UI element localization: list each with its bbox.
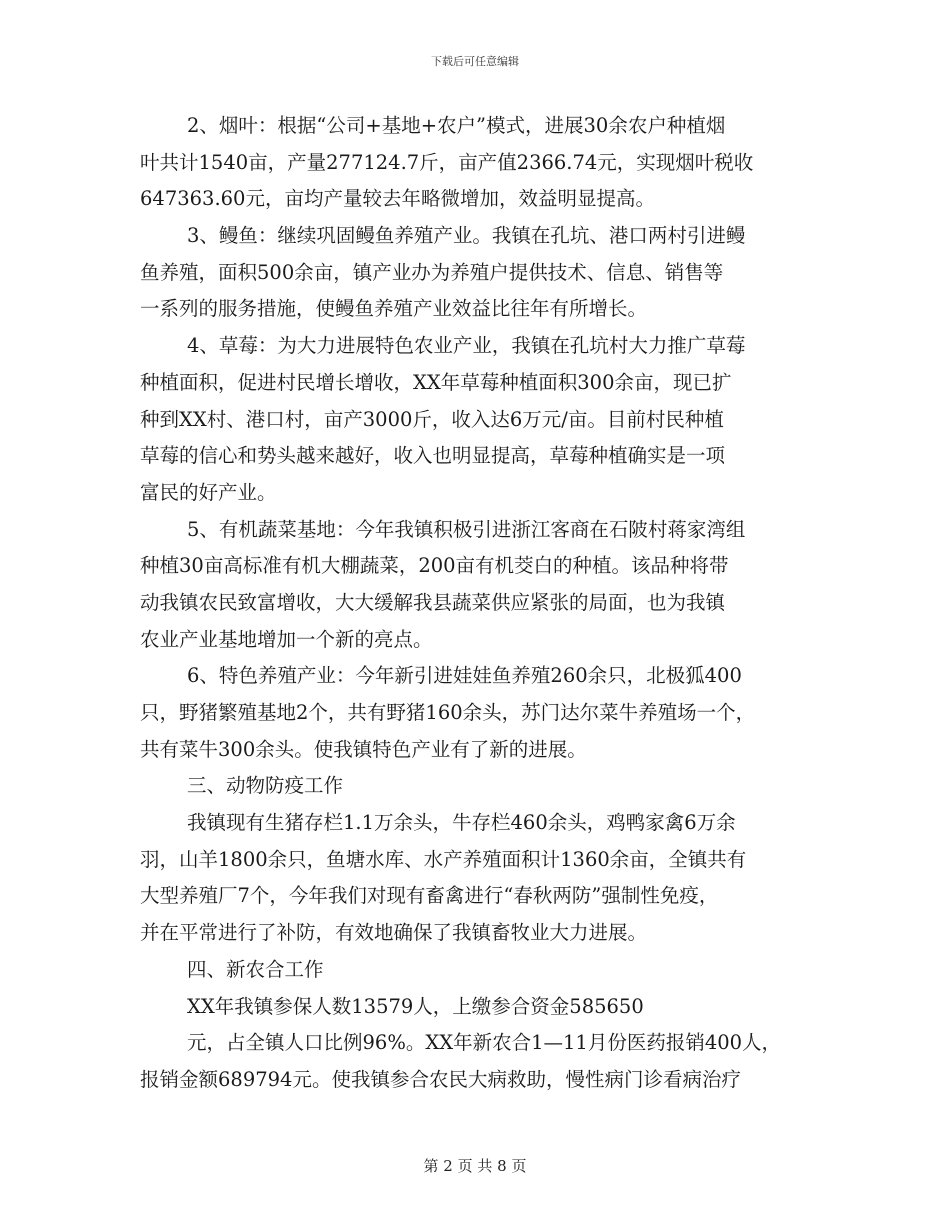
text-line: 报销金额689794元。使我镇参合农民大病救助，慢性病门诊看病治疗 <box>140 1067 741 1091</box>
text-line: 四、新农合工作 <box>187 957 324 981</box>
text-line: 4、草莓：为大力进展特色农业产业，我镇在孔坑村大力推广草莓 <box>187 334 746 358</box>
text-line: 只，野猪繁殖基地2个，共有野猪160余头，苏门达尔菜牛养殖场一个， <box>140 701 756 724</box>
text-line: 元，占全镇人口比例96%。XX年新农合1—11月份医药报销400人， <box>187 1031 782 1055</box>
text-line: 我镇现有生猪存栏1.1万余头，牛存栏460余头，鸡鸭家禽6万余 <box>187 811 736 835</box>
text-line: 种植面积，促进村民增长增收，XX年草莓种植面积300余亩，现已扩 <box>140 370 732 394</box>
text-line: 3、鳗鱼：继续巩固鳗鱼养殖产业。我镇在孔坑、港口两村引进鳗 <box>187 224 746 248</box>
text-line: 动我镇农民致富增收，大大缓解我县蔬菜供应紧张的局面，也为我镇 <box>140 590 726 614</box>
text-line: 种植30亩高标准有机大棚蔬菜，200亩有机茭白的种植。该品种将带 <box>140 554 729 578</box>
text-line: 2、烟叶：根据“公司+基地+农户”模式，进展30余农户种植烟 <box>187 114 726 137</box>
page-header: 下载后可任意编辑 <box>431 55 519 68</box>
page-footer: 第 2 页 共 8 页 <box>423 1157 527 1175</box>
text-line: XX年我镇参保人数13579人，上缴参合资金585650 <box>187 994 644 1018</box>
text-line: 并在平常进行了补防，有效地确保了我镇畜牧业大力进展。 <box>140 921 648 945</box>
text-line: 6、特色养殖产业：今年新引进娃娃鱼养殖260余只，北极狐400 <box>187 664 742 688</box>
text-line: 农业产业基地增加一个新的亮点。 <box>140 627 433 651</box>
text-line: 富民的好产业。 <box>140 480 277 504</box>
text-line: 三、动物防疫工作 <box>187 774 344 798</box>
document-body <box>140 108 812 1099</box>
text-line: 草莓的信心和势头越来越好，收入也明显提高，草莓种植确实是一项 <box>140 444 726 468</box>
text-line: 5、有机蔬菜基地：今年我镇积极引进浙江客商在石陂村蒋家湾组 <box>187 517 746 541</box>
text-line: 647363.60元，亩均产量较去年略微增加，效益明显提高。 <box>140 187 655 211</box>
text-line: 大型养殖厂7个，今年我们对现有畜禽进行“春秋两防”强制性免疫， <box>140 884 719 908</box>
text-line: 叶共计1540亩，产量277124.7斤，亩产值2366.74元，实现烟叶税收 <box>140 150 754 174</box>
text-line: 种到XX村、港口村，亩产3000斤，收入达6万元/亩。目前村民种植 <box>140 407 724 431</box>
text-line: 共有菜牛300余头。使我镇特色产业有了新的进展。 <box>140 737 587 761</box>
text-line: 鱼养殖，面积500余亩，镇产业办为养殖户提供技术、信息、销售等 <box>140 260 724 284</box>
text-line: 羽，山羊1800余只，鱼塘水库、水产养殖面积计1360余亩，全镇共有 <box>140 847 747 871</box>
text-line: 一系列的服务措施，使鳗鱼养殖产业效益比往年有所增长。 <box>140 297 648 321</box>
